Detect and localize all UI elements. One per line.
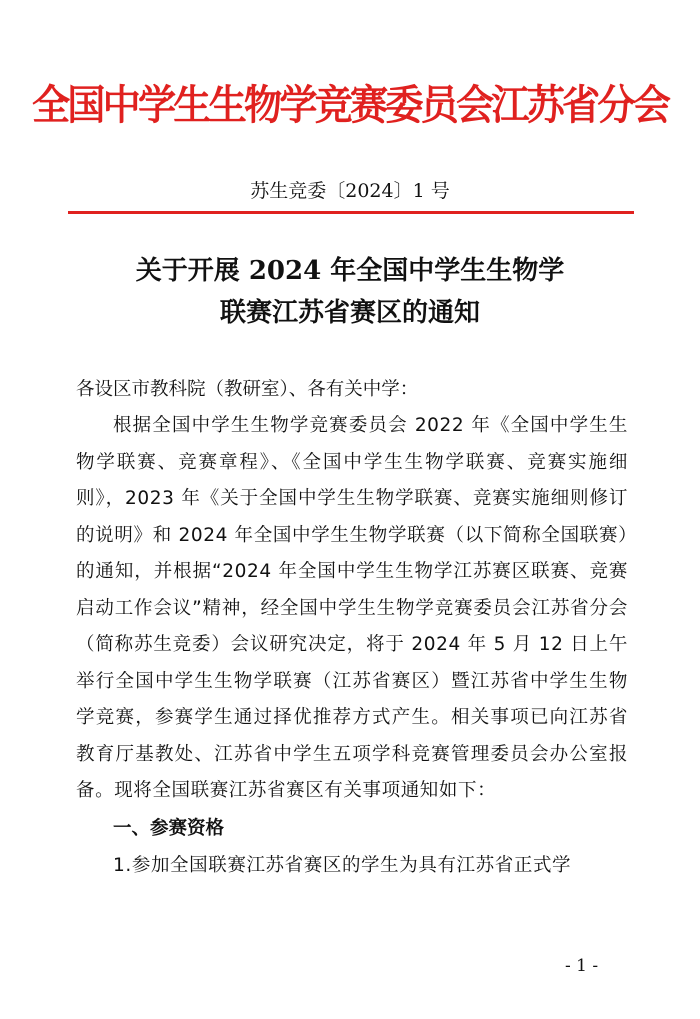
- notice-body: [76, 372, 628, 884]
- section-item-1: 1.参加全国联赛江苏省赛区的学生为具有江苏省正式学: [113, 854, 572, 876]
- notice-title: [0, 250, 700, 334]
- addressee-line: 各设区市教科院（教研室）、各有关中学：: [76, 379, 419, 400]
- body-paragraph-1: 根据全国中学生生物学竞赛委员会 2022 年《全国中学生生物学联赛、竞赛章程》、《全国中学生生物学联赛、竞赛实施细则》，2023 年《关于全国中学生生物学联赛、竞赛实施细则修订的说明》和 2024 年全国中学生生物学联赛（以下简称全国联赛）的通知，并根据“2024 年全国中学生生物学江苏赛区联赛、竞赛启动工作会议”精神，经全国中学生生物学竞赛委员会江苏省分会（简称苏生竞委）会议研究决定，将于 2024 年 5 月 12 日上午举行全国中学生生物学联赛（江苏省赛区）暨江苏省中学生生物学竞赛，参赛学生通过择优推荐方式产生。相关事项已向江苏省教育厅基教处、江苏省中学生五项学科竞赛管理委员会办公室报备。现将全国联赛江苏省赛区有关事项通知如下：: [76, 415, 628, 801]
- red-header-rule: [68, 211, 634, 214]
- notice-title-line-1: 关于开展 2024 年全国中学生生物学: [135, 256, 565, 286]
- notice-title-line-2: 联赛江苏省赛区的通知: [219, 298, 480, 328]
- document-number: 苏生竞委〔2024〕1 号: [250, 180, 450, 202]
- issuing-organization-title: 全国中学生生物学竞赛委员会江苏省分会: [31, 81, 669, 129]
- section-heading-eligibility: 一、参赛资格: [113, 817, 225, 839]
- page-number: - 1 -: [565, 956, 599, 976]
